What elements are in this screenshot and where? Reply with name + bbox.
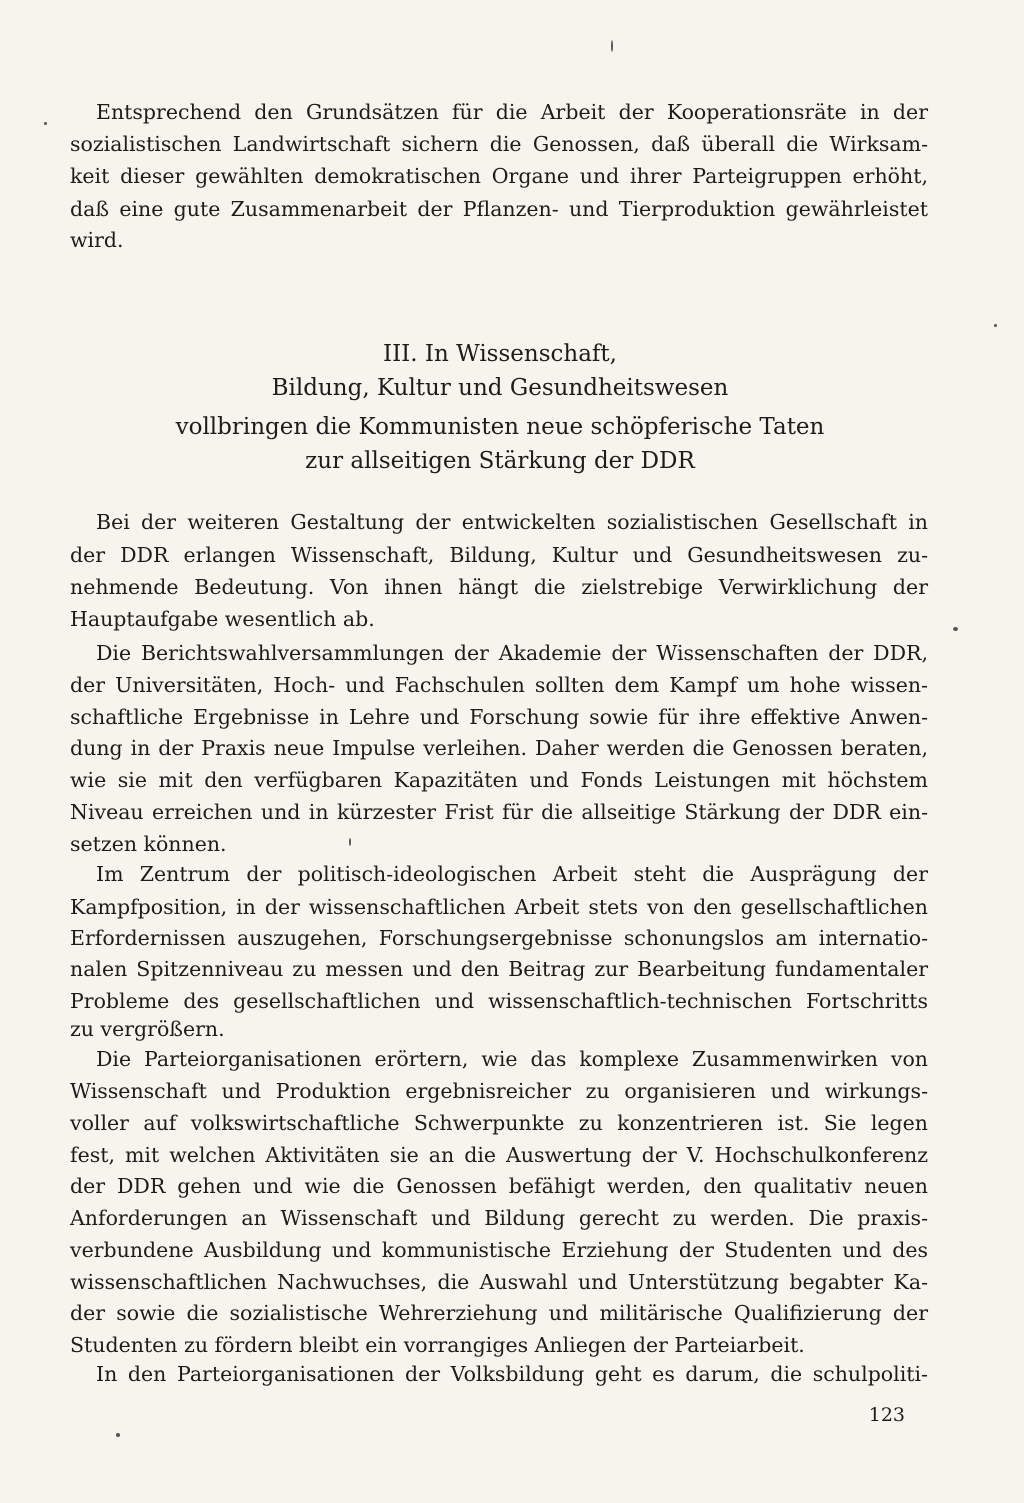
text-line: Anforderungen an Wissenschaft und Bildung gerecht zu werden. Die praxis- bbox=[70, 1206, 928, 1230]
scan-speck bbox=[611, 40, 613, 52]
heading-line: vollbringen die Kommunisten neue schöpferische Taten bbox=[175, 414, 825, 440]
text-line: Studenten zu fördern bleibt ein vorrangiges Anliegen der Parteiarbeit. bbox=[70, 1333, 805, 1357]
text-line: wissenschaftlichen Nachwuchses, die Auswahl und Unterstützung begabter Ka- bbox=[70, 1270, 928, 1294]
scan-speck bbox=[44, 122, 47, 125]
text-line: Wissenschaft und Produktion ergebnisreicher zu organisieren und wirkungs- bbox=[70, 1079, 928, 1103]
text-line: Die Parteiorganisationen erörtern, wie das komplexe Zusammenwirken von bbox=[96, 1047, 928, 1071]
text-line: Die Berichtswahlversammlungen der Akademie der Wissenschaften der DDR, bbox=[96, 641, 928, 665]
text-line: nalen Spitzenniveau zu messen und den Beitrag zur Bearbeitung fundamentaler bbox=[70, 957, 928, 981]
text-line: voller auf volkswirtschaftliche Schwerpunkte zu konzentrieren ist. Sie legen bbox=[70, 1111, 928, 1135]
text-line: Im Zentrum der politisch-ideologischen Arbeit steht die Ausprägung der bbox=[96, 862, 928, 886]
scan-speck bbox=[349, 838, 351, 846]
scan-speck bbox=[994, 324, 997, 327]
text-line: der sowie die sozialistische Wehrerziehung und militärische Qualifizierung der bbox=[70, 1301, 928, 1325]
text-line: In den Parteiorganisationen der Volksbildung geht es darum, die schulpoliti- bbox=[96, 1362, 928, 1386]
text-line: nehmende Bedeutung. Von ihnen hängt die zielstrebige Verwirklichung der bbox=[70, 575, 928, 599]
text-line: der DDR gehen und wie die Genossen befähigt werden, den qualitativ neuen bbox=[70, 1174, 928, 1198]
text-line: dung in der Praxis neue Impulse verleihen. Daher werden die Genossen beraten, bbox=[70, 736, 928, 760]
text-line: Entsprechend den Grundsätzen für die Arbeit der Kooperationsräte in der bbox=[96, 100, 928, 124]
text-line: setzen können. bbox=[70, 832, 227, 856]
text-line: zu vergrößern. bbox=[70, 1017, 225, 1041]
text-line: wie sie mit den verfügbaren Kapazitäten und Fonds Leistungen mit höchstem bbox=[70, 768, 928, 792]
text-line: Erfordernissen auszugehen, Forschungsergebnisse schonungslos am internatio- bbox=[70, 926, 928, 950]
page-number: 123 bbox=[868, 1404, 905, 1426]
text-line: Bei der weiteren Gestaltung der entwickelten sozialistischen Gesellschaft in bbox=[96, 510, 928, 534]
heading-line: Bildung, Kultur und Gesundheitswesen bbox=[271, 375, 729, 401]
text-line: der DDR erlangen Wissenschaft, Bildung, Kultur und Gesundheitswesen zu- bbox=[70, 543, 928, 567]
text-line: sozialistischen Landwirtschaft sichern die Genossen, daß überall die Wirksam- bbox=[70, 132, 928, 156]
heading-line: zur allseitigen Stärkung der DDR bbox=[305, 448, 695, 474]
text-line: der Universitäten, Hoch- und Fachschulen sollten dem Kampf um hohe wissen- bbox=[70, 673, 928, 697]
text-line: verbundene Ausbildung und kommunistische Erziehung der Studenten und des bbox=[70, 1238, 928, 1262]
heading-line: III. In Wissenschaft, bbox=[383, 341, 617, 367]
text-line: Kampfposition, in der wissenschaftlichen Arbeit stets von den gesellschaftlichen bbox=[70, 895, 928, 919]
text-line: fest, mit welchen Aktivitäten sie an die Auswertung der V. Hochschulkonferenz bbox=[70, 1143, 928, 1167]
text-line: Probleme des gesellschaftlichen und wissenschaftlich-technischen Fortschritts bbox=[70, 989, 928, 1013]
text-line: wird. bbox=[70, 228, 124, 252]
text-line: daß eine gute Zusammenarbeit der Pflanzen- und Tierproduktion gewährleistet bbox=[70, 197, 928, 221]
text-line: Niveau erreichen und in kürzester Frist für die allseitige Stärkung der DDR ein- bbox=[70, 800, 928, 824]
scan-speck bbox=[953, 627, 958, 631]
scan-speck bbox=[116, 1433, 120, 1437]
text-line: keit dieser gewählten demokratischen Organe und ihrer Parteigruppen erhöht, bbox=[70, 164, 928, 188]
text-line: schaftliche Ergebnisse in Lehre und Forschung sowie für ihre effektive Anwen- bbox=[70, 705, 928, 729]
text-line: Hauptaufgabe wesentlich ab. bbox=[70, 607, 375, 631]
